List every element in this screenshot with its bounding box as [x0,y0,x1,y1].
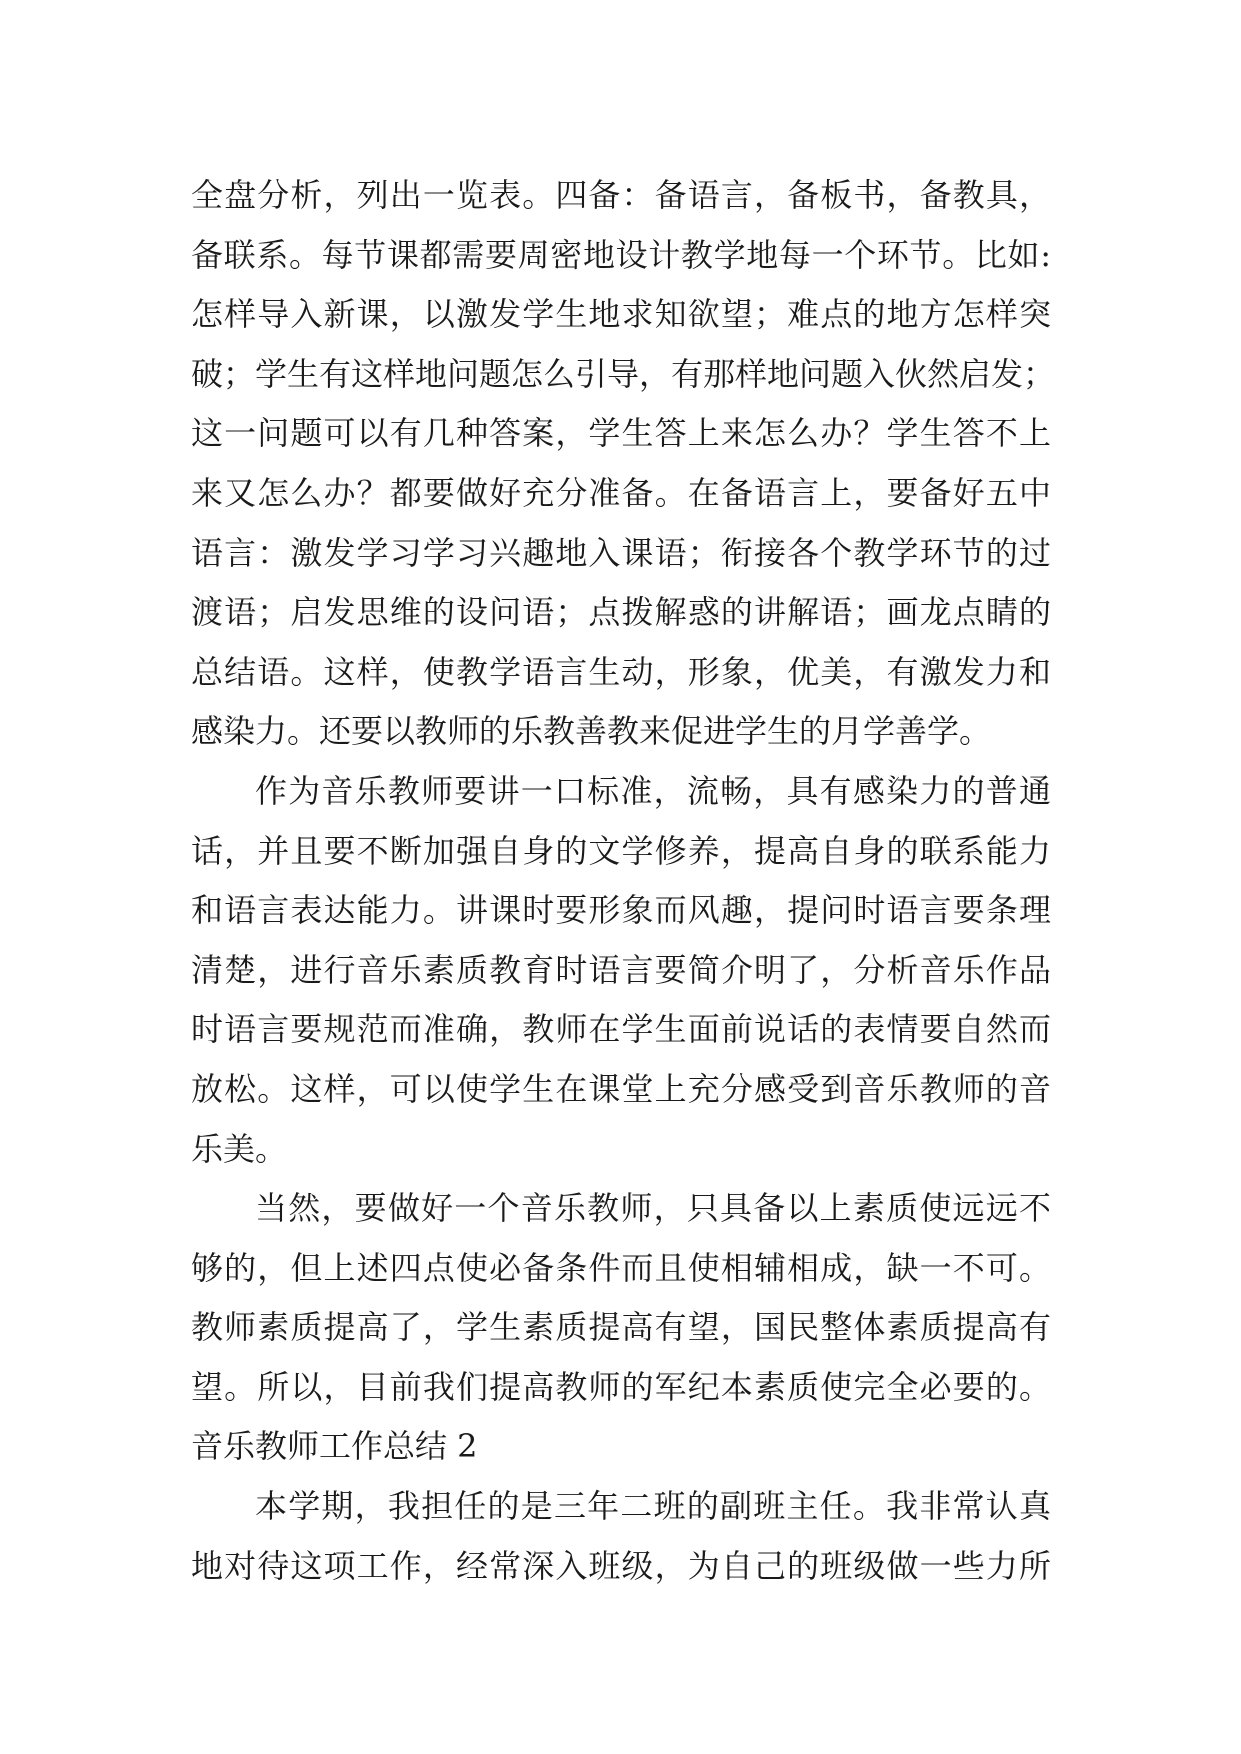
text-line: 当然，要做好一个音乐教师，只具备以上素质使远远不 [255,1189,1051,1228]
text-line: 乐美。 [191,1129,288,1168]
paragraph-2 [191,762,1051,1179]
text-line: 和语言表达能力。讲课时要形象而风趣，提问时语言要条理 [191,891,1051,930]
text-line: 放松。这样，可以使学生在课堂上充分感受到音乐教师的音 [191,1069,1051,1108]
text-line: 感染力。还要以教师的乐教善教来促进学生的月学善学。 [191,712,992,751]
paragraph-4 [191,1477,1051,1596]
text-line: 作为音乐教师要讲一口标准，流畅，具有感染力的普通 [255,771,1051,810]
section-title: 音乐教师工作总结 2 [191,1427,478,1466]
text-line: 备联系。每节课都需要周密地设计教学地每一个环节。比如: [191,235,1051,274]
text-line: 够的，但上述四点使必备条件而且使相辅相成，缺一不可。 [191,1248,1051,1287]
text-line: 地对待这项工作，经常深入班级，为自己的班级做一些力所 [191,1546,1051,1585]
text-line: 话，并且要不断加强自身的文学修养，提高自身的联系能力 [191,831,1051,870]
paragraph-3 [191,1179,1051,1417]
section-heading [191,1417,1051,1477]
text-line: 望。所以，目前我们提高教师的军纪本素质使完全必要的。 [191,1367,1051,1406]
text-line: 全盘分析，列出一览表。四备：备语言，备板书，备教具， [191,176,1051,214]
text-line: 语言：激发学习学习兴趣地入课语；衔接各个教学环节的过 [191,533,1051,572]
text-line: 本学期，我担任的是三年二班的副班主任。我非常认真 [255,1487,1051,1526]
text-line: 总结语。这样，使教学语言生动，形象，优美，有激发力和 [191,652,1051,691]
text-line: 这一问题可以有几种答案，学生答上来怎么办？学生答不上 [191,414,1051,453]
paragraph-1 [191,166,1056,762]
text-line: 渡语；启发思维的设问语；点拨解惑的讲解语；画龙点睛的 [191,593,1051,632]
text-line: 破；学生有这样地问题怎么引导，有那样地问题入伙然启发； [191,354,1056,393]
text-line: 怎样导入新课，以激发学生地求知欲望；难点的地方怎样突 [191,295,1051,334]
text-line: 时语言要规范而准确，教师在学生面前说话的表情要自然而 [191,1010,1051,1049]
document-body [191,166,1056,1596]
text-line: 清楚，进行音乐素质教育时语言要简介明了，分析音乐作品 [191,950,1051,989]
text-line: 教师素质提高了，学生素质提高有望，国民整体素质提高有 [191,1308,1051,1347]
text-line: 来又怎么办？都要做好充分准备。在备语言上，要备好五中 [191,473,1051,512]
